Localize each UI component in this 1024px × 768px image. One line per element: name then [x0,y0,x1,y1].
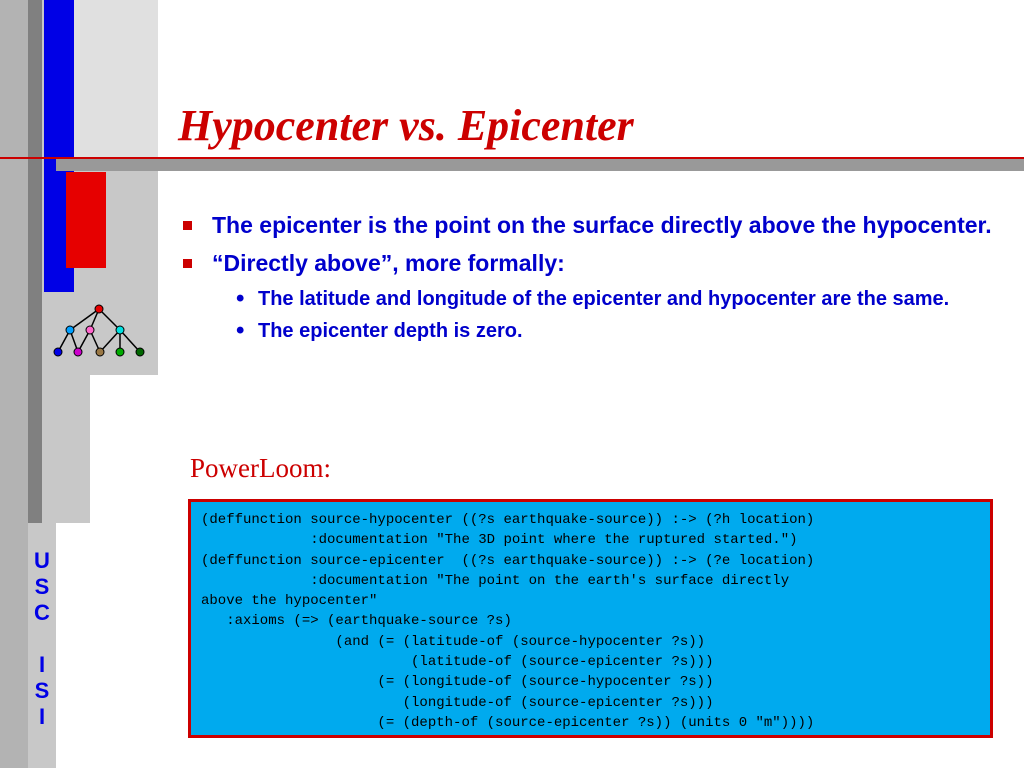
sidebar-letter: I [38,704,46,729]
sidebar-letter: C [34,600,50,625]
sub-bullet-text: The epicenter depth is zero. [258,320,523,342]
code-text: (deffunction source-hypocenter ((?s earthquake-source)) :-> (?h location) :documentation "The 3D point where the ruptured started.") (deffunction source-epicenter ((?s earthquake-source)) :-> (?e location) :documentation "The point on the earth's surface directly above the hypocenter" :axioms (=> (earthquake-source ?s) (and (= (latitude-of (source-hypocenter ?s)) (latitude-of (source-epicenter ?s))) (= (longitude-of (source-hypocenter ?s)) (longitude-of (source-epicenter ?s))) (= (depth-of (source-epicenter ?s)) (units 0 "m")))) [201,512,815,731]
square-bullet-icon [183,221,192,230]
slide-title: Hypocenter vs. Epicenter [178,101,634,150]
sidebar-letter: U [34,548,50,573]
left-panel-lower [42,375,90,523]
dot-bullet-icon: • [236,317,245,344]
bullet-text: “Directly above”, more formally: [212,250,565,276]
sub-bullet-text: The latitude and longitude of the epicenter and hypocenter are the same. [258,288,950,310]
dot-bullet-icon: • [236,285,245,312]
bullet-item [180,248,1000,278]
sub-bullet-item [180,318,1000,344]
code-box [188,499,993,738]
bullet-text: The epicenter is the point on the surface directly above the hypocenter. [212,212,992,238]
title-shadow-rule [56,159,1024,171]
sidebar-letter: S [34,574,50,599]
sidebar-letter: S [34,678,50,703]
sidebar-letter: I [38,652,46,677]
bullet-item [180,210,1000,240]
hierarchy-tree-icon [52,302,148,364]
code-label: PowerLoom: [190,453,331,483]
left-panel-top [74,0,158,170]
sub-bullet-item [180,286,1000,312]
red-block [66,172,106,268]
square-bullet-icon [183,259,192,268]
sidebar-letter-gap [28,626,56,652]
bullet-list [180,210,1000,350]
usc-isi-letters [28,548,56,730]
left-bar-gray [0,0,28,768]
